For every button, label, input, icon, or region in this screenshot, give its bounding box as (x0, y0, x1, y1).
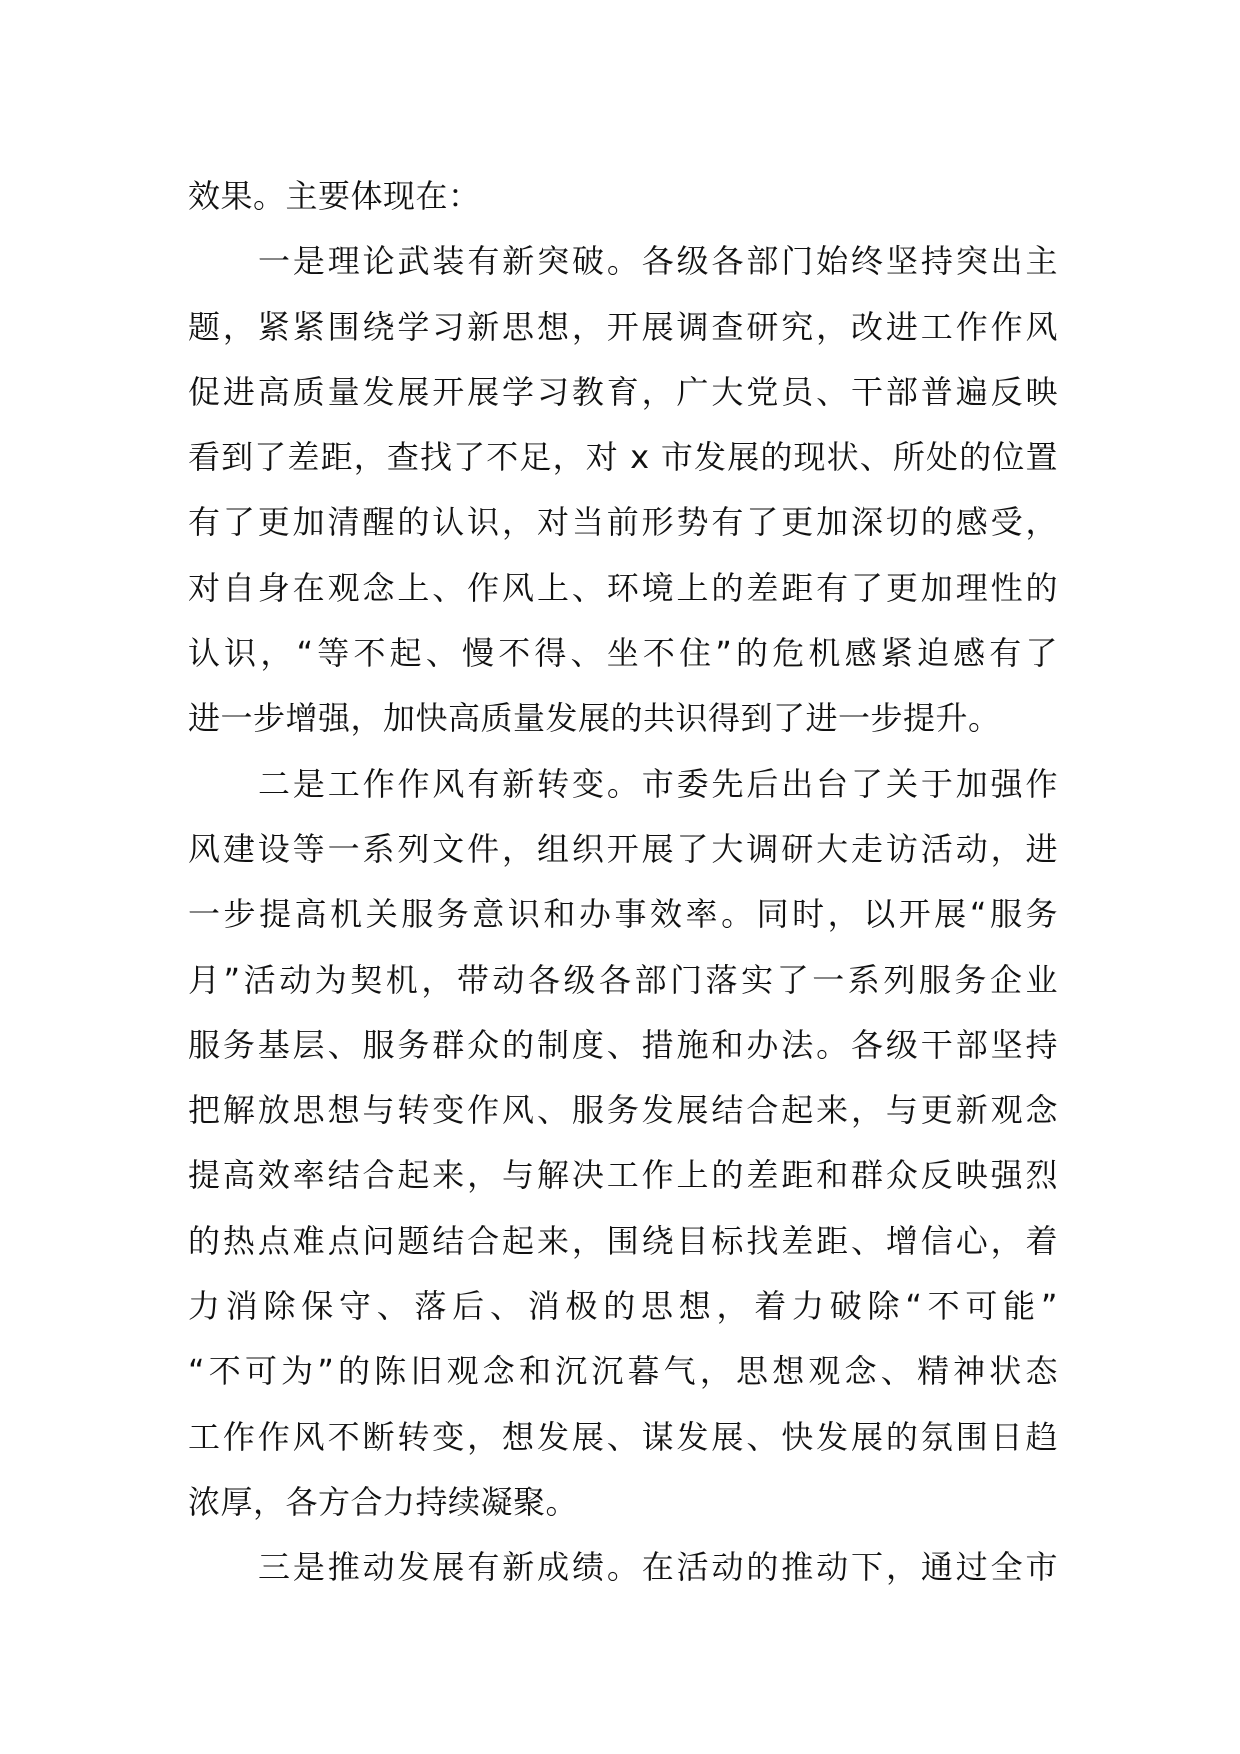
paragraph-2-line-5: 服务基层、服务群众的制度、措施和办法。各级干部坚持 (188, 1025, 1058, 1064)
paragraph-2-line-7: 提高效率结合起来，与解决工作上的差距和群众反映强烈 (188, 1156, 1058, 1195)
paragraph-2-line-9: 力消除保守、落后、消极的思想，着力破除“不可能” (188, 1287, 1058, 1326)
document-body (188, 164, 1058, 1601)
paragraph-1-line-1: 一是理论武装有新突破。各级各部门始终坚持突出主 (258, 242, 1058, 281)
paragraph-2-line-4: 月”活动为契机，带动各级各部门落实了一系列服务企业 (188, 960, 1058, 999)
paragraph-1-line-5: 有了更加清醒的认识，对当前形势有了更加深切的感受， (188, 503, 1058, 542)
paragraph-2-line-2: 风建设等一系列文件，组织开展了大调研大走访活动，进 (188, 829, 1058, 868)
paragraph-2-line-8: 的热点难点问题结合起来，围绕目标找差距、增信心，着 (188, 1221, 1058, 1260)
paragraph-2-line-6: 把解放思想与转变作风、服务发展结合起来，与更新观念 (188, 1091, 1058, 1130)
paragraph-1-line-4: 看到了差距，查找了不足，对 x 市发展的现状、所处的位置 (188, 438, 1058, 477)
paragraph-3-line-1: 三是推动发展有新成绩。在活动的推动下，通过全市 (258, 1548, 1058, 1587)
paragraph-2-line-1: 二是工作作风有新转变。市委先后出台了关于加强作 (258, 764, 1058, 803)
intro-line: 效果。主要体现在： (188, 177, 481, 215)
paragraph-2-line-10: “不可为”的陈旧观念和沉沉暮气，思想观念、精神状态 (188, 1352, 1058, 1391)
paragraph-2-line-12: 浓厚，各方合力持续凝聚。 (188, 1482, 579, 1521)
paragraph-1-line-3: 促进高质量发展开展学习教育，广大党员、干部普遍反映 (188, 372, 1058, 411)
paragraph-1-line-7: 认识，“等不起、慢不得、坐不住”的危机感紧迫感有了 (188, 634, 1058, 673)
paragraph-2-line-3: 一步提高机关服务意识和办事效率。同时，以开展“服务 (188, 895, 1058, 934)
paragraph-1-line-6: 对自身在观念上、作风上、环境上的差距有了更加理性的 (188, 568, 1058, 607)
paragraph-2-line-11: 工作作风不断转变，想发展、谋发展、快发展的氛围日趋 (188, 1417, 1058, 1456)
paragraph-1-line-8: 进一步增强，加快高质量发展的共识得到了进一步提升。 (188, 699, 1001, 738)
paragraph-1-line-2: 题，紧紧围绕学习新思想，开展调查研究，改进工作作风 (188, 307, 1058, 346)
